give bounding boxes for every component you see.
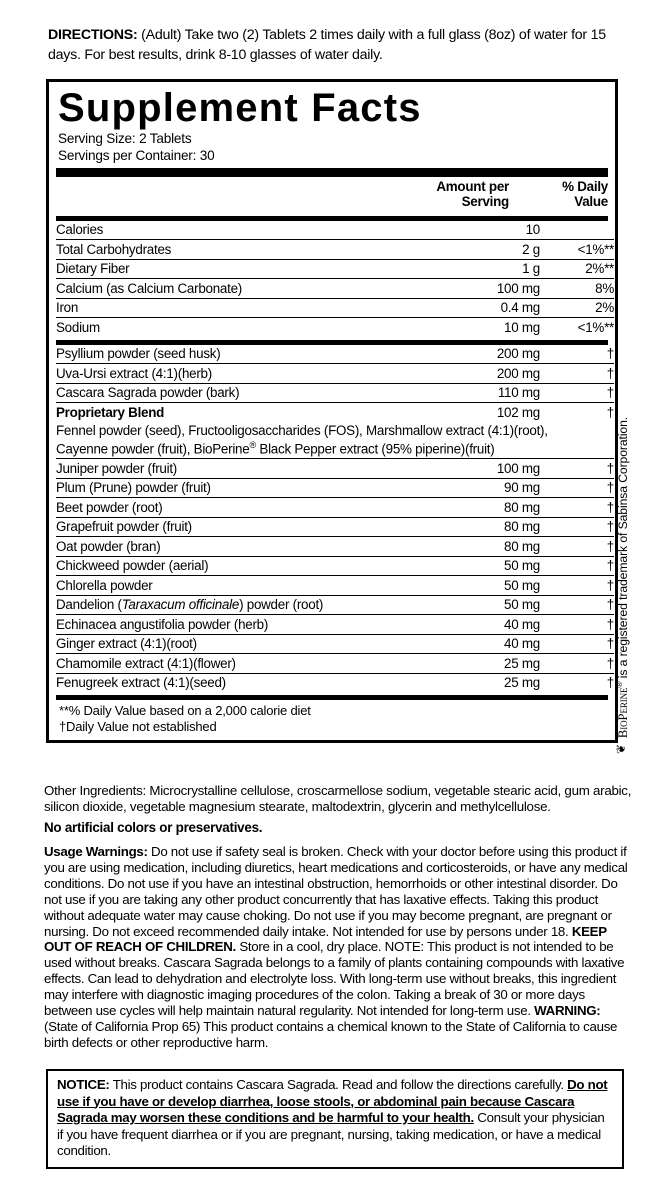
notice-box: [46, 1069, 624, 1169]
ingredient-amount: 80 mg: [428, 517, 540, 537]
header-blank: [56, 177, 428, 211]
table-row: [56, 318, 614, 337]
ingredient-amount: 25 mg: [428, 654, 540, 674]
ingredient-dv: †: [606, 346, 614, 361]
dandelion-latin-name: Taraxacum officinale: [121, 597, 240, 613]
other-ingredients-label: Other Ingredients:: [44, 783, 146, 798]
table-row: [56, 298, 614, 318]
table-row: [56, 537, 614, 557]
ingredient-dv: †: [540, 498, 614, 518]
nutrient-name: Total Carbohydrates: [56, 240, 428, 260]
notice-part1: This product contains Cascara Sagrada. Read and follow the directions carefully.: [109, 1077, 568, 1092]
nutrient-name: Iron: [56, 298, 428, 318]
table-row: [56, 279, 614, 299]
notice-label: NOTICE:: [57, 1077, 110, 1092]
proprietary-blend-row: [56, 403, 614, 422]
leaf-icon: ❦: [614, 744, 628, 754]
prop65-warning-text: (State of California Prop 65) This product contains a chemical known to the State of California to cause birth defects or other reproductive harm.: [44, 1018, 618, 1050]
notice-underlined-warning: Do not use if you have or develop diarrhea, loose stools, or abdominal pain because Cascara Sagrada may worsen these conditions and be harmful to your health.: [57, 1077, 608, 1125]
dandelion-suffix: ) powder (root): [239, 597, 324, 613]
blend-line-2b: Black Pepper extract (95% piperine)(fruit): [255, 441, 495, 457]
nutrient-dv: 2%: [540, 298, 614, 318]
table-row: [56, 259, 614, 279]
trademark-rotated-text: [614, 417, 631, 738]
other-ingredients-paragraph: [44, 783, 634, 815]
supplement-facts-title: Supplement Facts: [58, 86, 422, 130]
table-row: [56, 517, 614, 537]
servings-per-container: Servings per Container: 30: [58, 147, 215, 163]
table-row: [56, 383, 614, 403]
ingredient-name: Juniper powder (fruit): [56, 459, 428, 479]
ingredient-name: Plum (Prune) powder (fruit): [56, 478, 428, 498]
table-row: [56, 654, 614, 674]
ingredient-dv: †: [540, 478, 614, 498]
registered-mark-icon: ®: [249, 440, 256, 450]
nutrient-dv: 8%: [540, 279, 614, 299]
nutrient-dv: [540, 221, 614, 240]
table-row: [56, 498, 614, 518]
proprietary-blend-dv: †: [540, 403, 614, 422]
ingredient-amount: 100 mg: [428, 459, 540, 479]
proprietary-blend-ingredients-row: [56, 422, 614, 459]
ingredient-amount: 80 mg: [428, 498, 540, 518]
ingredient-dv: †: [540, 576, 614, 596]
header-percent-daily-value: [540, 177, 614, 211]
nutrient-name: Calories: [56, 222, 104, 237]
ingredient-name: [56, 595, 428, 615]
blend-line-2a: Cayenne powder (fruit), BioPerine: [56, 441, 250, 457]
header-dv-line1: % Daily: [562, 178, 608, 194]
ingredient-name: Oat powder (bran): [56, 537, 428, 557]
column-header-row: [56, 177, 614, 211]
nutrient-dv: <1%**: [540, 240, 614, 260]
bioperine-trademark-vertical-note: [613, 384, 652, 754]
directions-label: DIRECTIONS:: [48, 27, 138, 43]
ingredient-name: Cascara Sagrada powder (bark): [56, 383, 428, 403]
trademark-text: is a registered trademark of Sabinsa Corporation.: [616, 416, 630, 682]
header-amount-per-serving: [428, 177, 540, 211]
ingredient-dv: †: [540, 364, 614, 384]
table-row: [56, 221, 614, 240]
ingredient-name: Echinacea angustifolia powder (herb): [56, 615, 428, 635]
ingredient-amount: 90 mg: [428, 478, 540, 498]
notice-part2: Consult your physician if you have frequent diarrhea or if you are pregnant, nursing, taking medication, or have a medical condition.: [57, 1110, 605, 1158]
nutrients-table: [56, 221, 614, 337]
usage-warnings-label: Usage Warnings:: [44, 844, 148, 859]
proprietary-blend-name: Proprietary Blend: [56, 403, 428, 422]
bioperine-brand-name: BioPerine: [616, 687, 630, 738]
proprietary-blend-amount: 102 mg: [428, 403, 540, 422]
table-row: [56, 556, 614, 576]
nutrient-name: Sodium: [56, 318, 428, 337]
ingredient-dv: †: [540, 673, 614, 692]
usage-warnings-part2: Store in a cool, dry place. NOTE: This product is not intended to be used without breaks. Cascara Sagrada belongs to a family of plants containing compounds with laxative effects. Can lead to dehydration and electrolyte loss. With long-term use without breaks, this ingredient may interfere with diagnostic imaging procedures of the colon. Taking a break of 30 or more days between use cycles will help maintain natural regularity. Not intended for long-term use.: [44, 939, 625, 1019]
ingredient-amount: 110 mg: [428, 383, 540, 403]
table-row: [56, 459, 614, 479]
table-row: [56, 673, 614, 692]
dandelion-prefix: Dandelion (: [56, 597, 122, 613]
registered-mark-icon: ®: [613, 681, 624, 688]
herbals-bottom-table: [56, 458, 614, 692]
other-ingredients-text: Microcrystalline cellulose, croscarmellose sodium, vegetable stearic acid, gum arabic, silicon dioxide, vegetable magnesium stearate, maltodextrin, glycerin and methylcellulose.: [44, 783, 632, 814]
nutrient-amount: 10 mg: [428, 318, 540, 337]
ingredient-name: Chickweed powder (aerial): [56, 556, 428, 576]
serving-size: Serving Size: 2 Tablets: [58, 131, 192, 146]
footnote-dagger: †Daily Value not established: [59, 718, 217, 734]
no-artificial-colors-statement: No artificial colors or preservatives.: [44, 820, 263, 835]
ingredient-name: Grapefruit powder (fruit): [56, 517, 428, 537]
table-row: [56, 364, 614, 384]
ingredient-amount: 25 mg: [428, 673, 540, 692]
ingredient-name: Beet powder (root): [56, 498, 428, 518]
ingredient-name: Ginger extract (4:1)(root): [56, 634, 428, 654]
ingredient-dv: †: [540, 537, 614, 557]
herbals-top-table: [56, 345, 614, 459]
ingredient-amount: 50 mg: [428, 595, 540, 615]
usage-warnings-paragraph: [44, 844, 636, 1051]
usage-warnings-part1: Do not use if safety seal is broken. Check with your doctor before using this product if you are using medication, including diuretics, heart medications and corticosteroids, or have any medical conditions. Do not use if you have an intestinal obstruction, hemorrhoids or other intestinal disorder. Do not use if you are taking any other product concurrently that has laxative effects. Taking this product without adequate water may cause choking. Do not use if you may become pregnant, are pregnant or nursing. Do not exceed recommended daily intake. Not intended for use by persons under 18.: [44, 844, 628, 939]
supplement-facts-panel: [46, 79, 618, 743]
directions-text: (Adult) Take two (2) Tablets 2 times daily with a full glass (8oz) of water for 15 days. For best results, drink 8-10 glasses of water daily.: [48, 27, 606, 63]
ingredient-dv: †: [540, 634, 614, 654]
nutrient-name: Calcium (as Calcium Carbonate): [56, 279, 428, 299]
ingredient-amount: 40 mg: [428, 615, 540, 635]
nutrient-dv: <1%**: [540, 318, 614, 337]
table-row: [56, 478, 614, 498]
ingredient-amount: 80 mg: [428, 537, 540, 557]
keep-out-of-reach-statement: KEEP OUT OF REACH OF CHILDREN.: [44, 923, 607, 955]
prop65-warning-label: WARNING:: [534, 1003, 601, 1019]
nutrient-amount: 2 g: [428, 240, 540, 260]
ingredient-name: Chamomile extract (4:1)(flower): [56, 654, 428, 674]
ingredient-dv: †: [540, 517, 614, 537]
blend-line-1: Fennel powder (seed), Fructooligosaccharides (FOS), Marshmallow extract (4:1)(root),: [56, 423, 548, 438]
table-row: [56, 615, 614, 635]
nutrient-dv: 2%**: [540, 259, 614, 279]
nutrient-amount: 1 g: [428, 259, 540, 279]
table-row: [56, 595, 614, 615]
ingredient-dv: †: [540, 654, 614, 674]
nutrient-amount: 10: [525, 222, 540, 237]
directions-paragraph: [48, 26, 624, 65]
nutrient-amount: 100 mg: [428, 279, 540, 299]
proprietary-blend-ingredients: [56, 422, 614, 459]
table-header-group: [56, 177, 614, 211]
ingredient-amount: 200 mg: [428, 364, 540, 384]
ingredient-name: Psyllium powder (seed husk): [56, 346, 221, 361]
nutrient-amount: 0.4 mg: [428, 298, 540, 318]
nutrient-name: Dietary Fiber: [56, 259, 428, 279]
footnote-daily-value-basis: **% Daily Value based on a 2,000 calorie diet: [59, 703, 311, 719]
ingredient-amount: 200 mg: [496, 346, 540, 361]
ingredient-amount: 50 mg: [428, 556, 540, 576]
ingredient-dv: †: [540, 615, 614, 635]
header-amount-line1: Amount per: [436, 178, 509, 194]
ingredient-name: Uva-Ursi extract (4:1)(herb): [56, 364, 428, 384]
ingredient-dv: †: [540, 556, 614, 576]
table-row: [56, 634, 614, 654]
ingredient-amount: 40 mg: [428, 634, 540, 654]
table-row: [56, 576, 614, 596]
ingredient-dv: †: [540, 595, 614, 615]
table-row: [56, 345, 614, 364]
rule-thick-top: [56, 168, 608, 177]
ingredient-name: Chlorella powder: [56, 576, 428, 596]
table-row: [56, 240, 614, 260]
ingredient-dv: †: [540, 459, 614, 479]
header-amount-line2: Serving: [461, 193, 509, 209]
ingredient-dv: †: [540, 383, 614, 403]
header-dv-line2: Value: [574, 193, 608, 209]
supplement-facts-table: [56, 177, 614, 211]
ingredient-name: Fenugreek extract (4:1)(seed): [56, 673, 428, 692]
ingredient-amount: 50 mg: [428, 576, 540, 596]
